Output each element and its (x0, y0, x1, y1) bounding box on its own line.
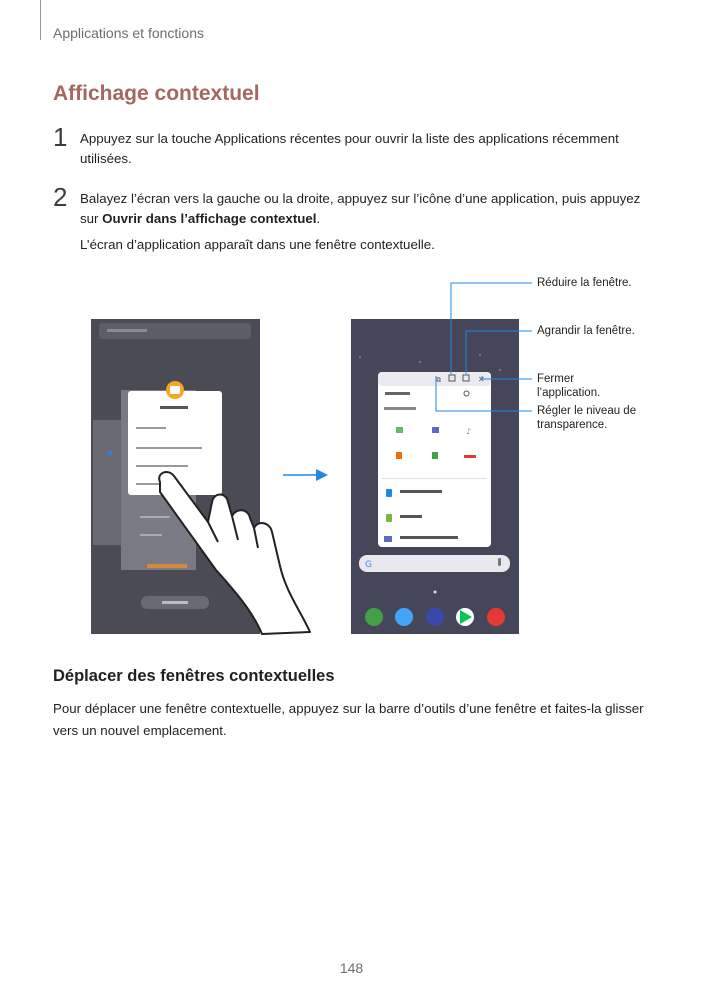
step-1 (53, 122, 653, 169)
section-title: Affichage contextuel (53, 82, 260, 105)
callout-maximize: Agrandir la fenêtre. (537, 325, 635, 337)
illustration (0, 270, 703, 650)
subsection-text: Pour déplacer une fenêtre contextuelle, appuyez sur la barre d’outils d’une fenêtre et faites-la glisser vers un nouvel emplacement. (53, 701, 644, 738)
arrow-icon (283, 469, 328, 481)
running-header: Applications et fonctions (53, 25, 204, 41)
svg-text:⧉: ⧉ (436, 376, 441, 384)
menu-option-name: Ouvrir dans l’affichage contextuel (102, 211, 317, 226)
step-2 (53, 182, 653, 229)
margin-rule (40, 0, 41, 40)
page-number: 148 (339, 960, 364, 976)
subsection-title: Déplacer des fenêtres contextuelles (53, 667, 335, 685)
svg-text:♪: ♪ (466, 427, 472, 436)
callout-transparency: Régler le niveau de transparence. (537, 405, 637, 431)
step-text: Appuyez sur la touche Applications récentes pour ouvrir la liste des applications récemment utilisées. (80, 131, 619, 166)
svg-text:✕: ✕ (478, 375, 485, 384)
svg-text:G: G (365, 560, 372, 570)
step-text: Balayez l’écran vers la gauche ou la droite, appuyez sur l’icône d’une application, puis appuyez sur Ouvrir dans l’affichage contextuel. (80, 191, 641, 226)
popup-view-screenshot (351, 319, 519, 634)
step-note: L’écran d’application apparaît dans une fenêtre contextuelle. (80, 237, 435, 252)
step-number: 2 (53, 182, 68, 212)
callout-close: Fermer l’application. (537, 373, 601, 399)
callout-minimize: Réduire la fenêtre. (537, 277, 632, 289)
step-number: 1 (53, 122, 68, 152)
